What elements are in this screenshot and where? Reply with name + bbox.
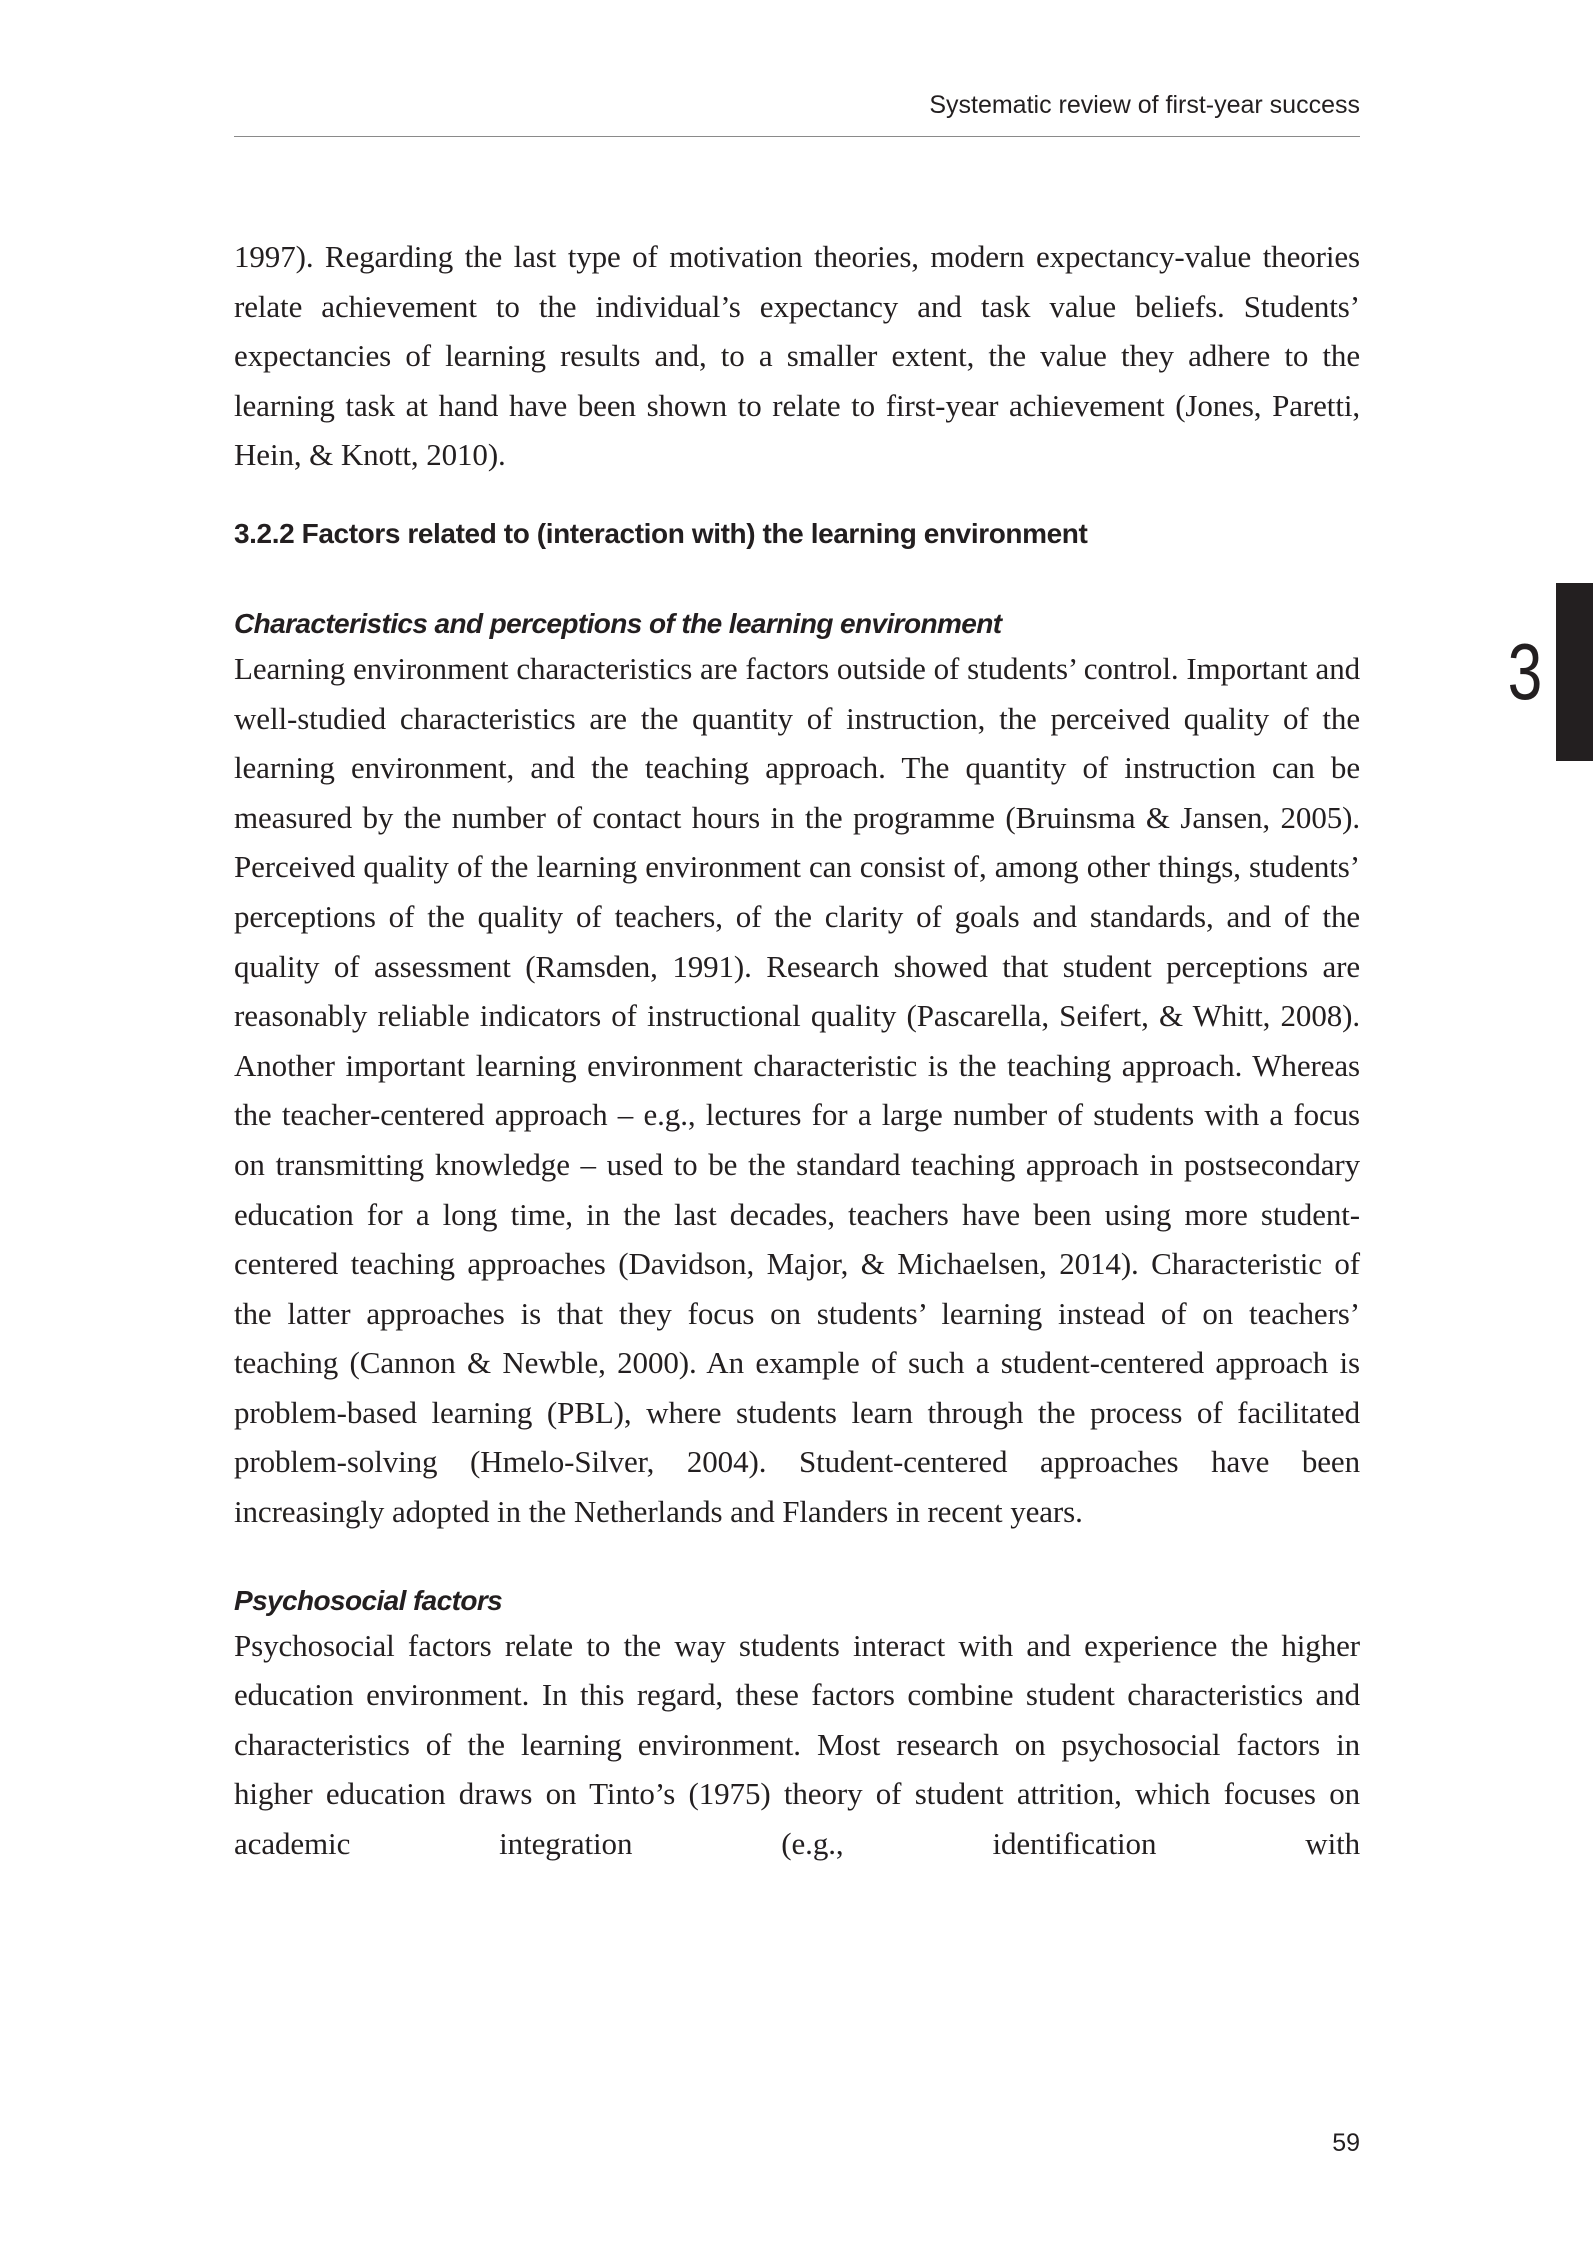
section-heading: 3.2.2 Factors related to (interaction with) the learning environment: [234, 517, 1088, 549]
subsection-heading-learning-environment: Characteristics and perceptions of the learning environment: [234, 607, 1002, 639]
paragraph-learning-environment: Learning environment characteristics are factors outside of students’ control. Important and well-studied characteristics are the quantity of instruction, the perceived quality of the learning environment, and the teaching approach. The quantity of instruction can be measured by the number of contact hours in the programme (Bruinsma & Jansen, 2005). Perceived quality of the learning environment can consist of, among other things, students’ perceptions of the quality of teachers, of the clarity of goals and standards, and of the quality of assessment (Ramsden, 1991). Research showed that student perceptions are reasonably reliable indicators of instructional quality (Pascarella, Seifert, & Whitt, 2008). Another important learning environment characteristic is the teaching approach. Whereas the teacher-centered approach – e.g., lectures for a large number of students with a focus on transmitting knowledge – used to be the standard teaching approach in postsecondary education for a long time, in the last decades, teachers have been using more student-centered teaching approaches (Davidson, Major, & Michaelsen, 2014). Characteristic of the latter approaches is that they focus on students’ learning instead of on teachers’ teaching (Cannon & Newble, 2000). An example of such a student-centered approach is problem-based learning (PBL), where students learn through the process of facilitated problem-solving (Hmelo-Silver, 2004). Student-centered approaches have been increasingly adopted in the Netherlands and Flanders in recent years.: [234, 650, 1360, 1530]
chapter-thumb-tab: [1556, 583, 1593, 761]
intro-paragraph: 1997). Regarding the last type of motivation theories, modern expectancy-value theories relate achievement to the individual’s expectancy and task value beliefs. Students’ expectancies of learning results and, to a smaller extent, the value they adhere to the learning task at hand have been shown to relate to first-year achievement (Jones, Paretti, Hein, & Knott, 2010).: [234, 239, 1360, 473]
page-number: 59: [1332, 2129, 1360, 2157]
header-divider: [234, 136, 1360, 137]
paragraph-psychosocial: Psychosocial factors relate to the way students interact with and experience the higher education environment. In this regard, these factors combine student characteristics and characteristics of the learning environment. Most research on psychosocial factors in higher education draws on Tinto’s (1975) theory of student attrition, which focuses on academic integration (e.g., identification with: [234, 1627, 1360, 1862]
body-text-column: [234, 232, 1360, 1869]
chapter-number: 3: [1507, 627, 1543, 716]
running-header-title: Systematic review of first-year success: [929, 91, 1360, 119]
subsection-heading-psychosocial: Psychosocial factors: [234, 1584, 503, 1616]
